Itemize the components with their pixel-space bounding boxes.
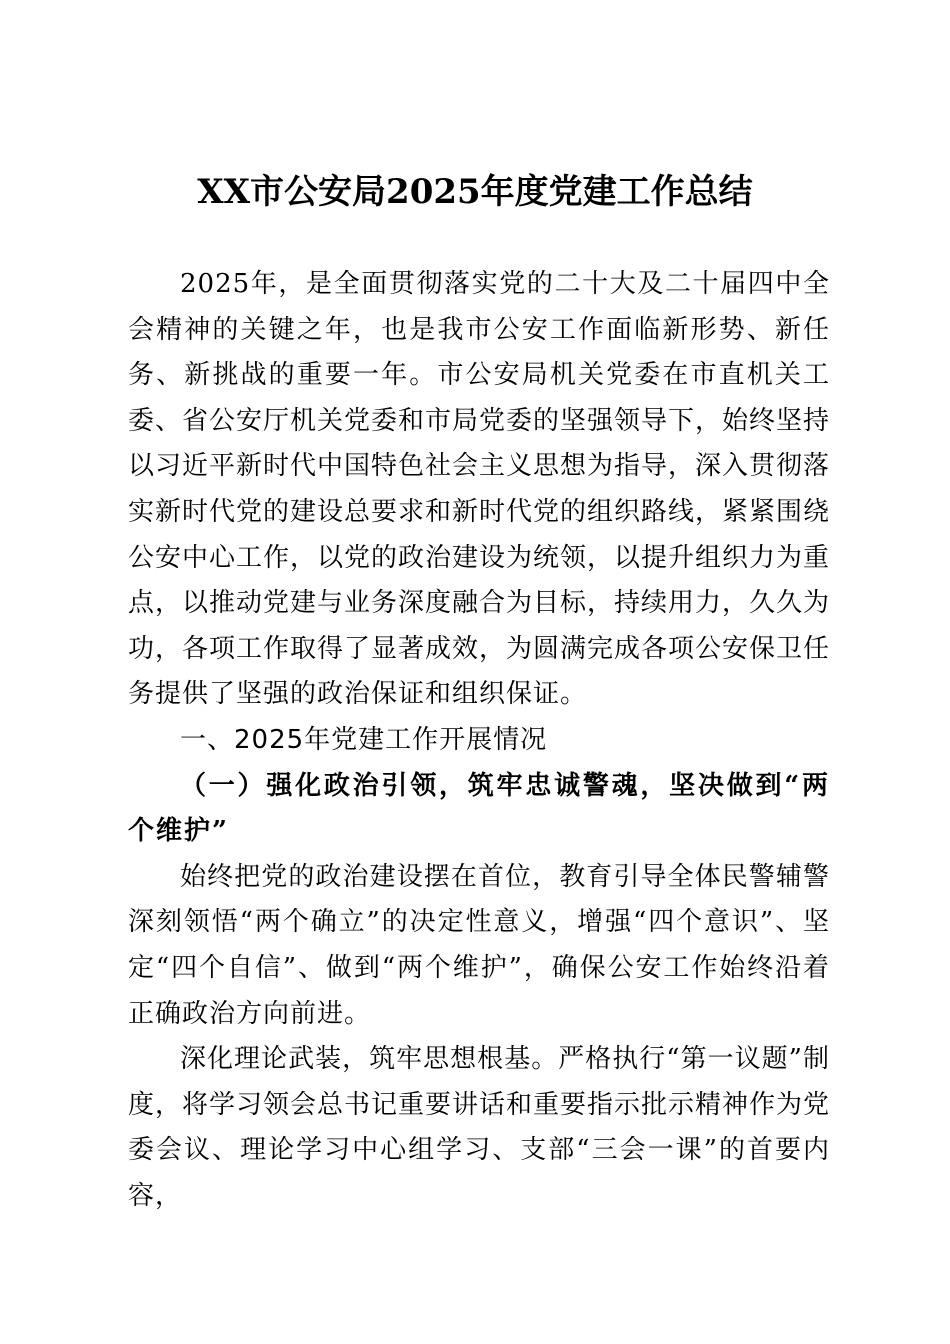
subsection-heading: （一）强化政治引领，筑牢忠诚警魂，坚决做到“两个维护” — [128, 770, 830, 847]
intro-paragraph: 2025年，是全面贯彻落实党的二十大及二十届四中全会精神的关键之年，也是我市公安工作面临新形势、新任务、新挑战的重要一年。市公安局机关党委在市直机关工委、省公安厅机关党委和市局党委的坚强领导下，始终坚持以习近平新时代中国特色社会主义思想为指导，深入贯彻落实新时代党的建设总要求和新时代党的组织路线，紧紧围绕公安中心工作，以党的政治建设为统领，以提升组织力为重点，以推动党建与业务深度融合为目标，持续用力，久久为功，各项工作取得了显著成效，为圆满完成各项公安保卫任务提供了坚强的政治保证和组织保证。 — [128, 269, 831, 710]
document-title: XX市公安局2025年度党建工作总结 — [197, 172, 753, 212]
body-paragraph: 始终把党的政治建设摆在首位，教育引导全体民警辅警深刻领悟“两个确立”的决定性意义，增强“四个意识”、坚定“四个自信”、做到“两个维护”，确保公安工作始终沿着正确政治方向前进。 — [128, 861, 830, 1029]
document-body — [128, 262, 830, 1219]
body-paragraph: 深化理论武装，筑牢思想根基。严格执行“第一议题”制度，将学习领会总书记重要讲话和重要指示批示精神作为党委会议、理论学习中心组学习、支部“三会一课”的首要内容， — [128, 1044, 831, 1211]
section-heading: 一、2025年党建工作开展情况 — [180, 724, 548, 755]
